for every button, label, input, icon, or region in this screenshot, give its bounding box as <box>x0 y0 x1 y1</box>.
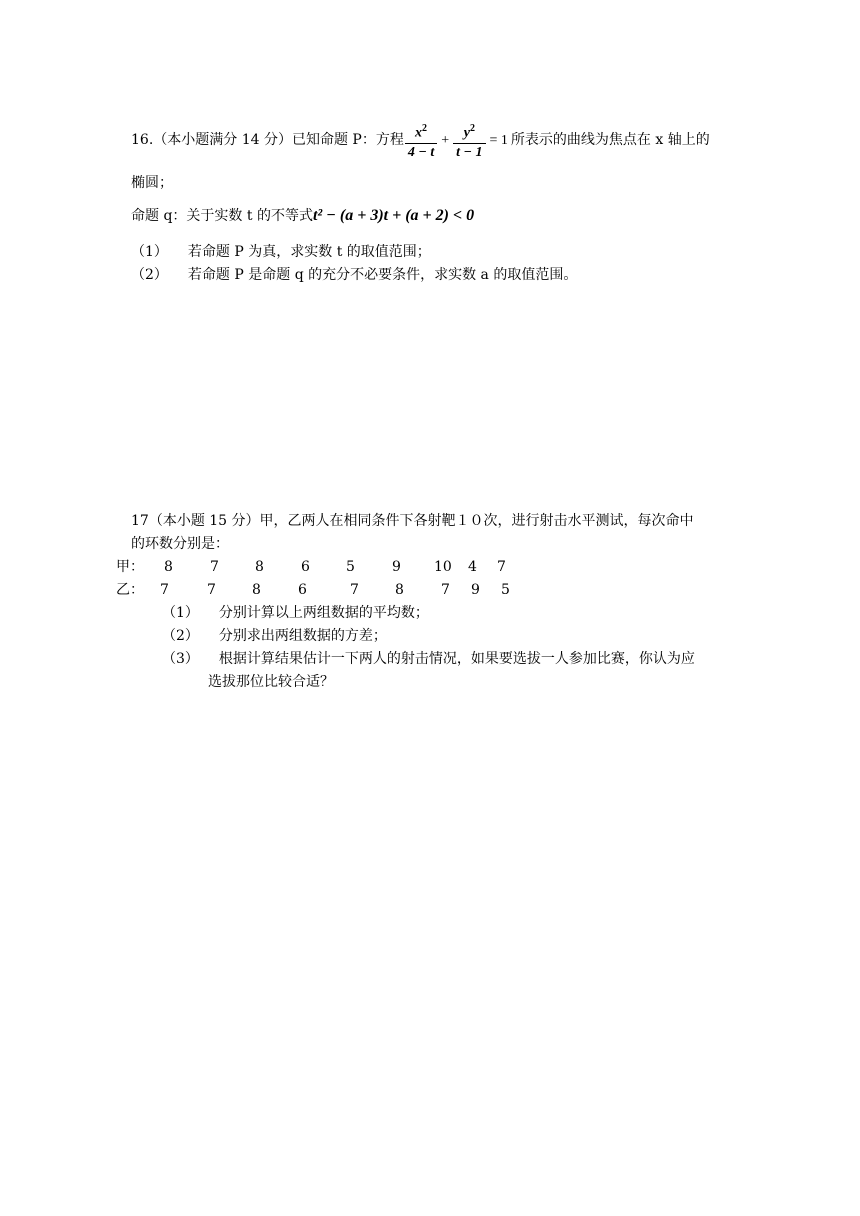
ellipse-equation: $\frac{x^2}{4 - t}$ + $\frac{y^2}{t - 1}$ = 1 <box>404 133 511 148</box>
jia-value: 10 <box>434 559 452 575</box>
yi-value: 8 <box>252 582 261 598</box>
yi-value: 7 <box>350 582 359 598</box>
q16-tail: 所表示的曲线为焦点在 x 轴上的 <box>510 132 710 149</box>
q16-line2: 椭圆； <box>131 175 173 191</box>
yi-label: 乙： <box>116 582 144 598</box>
q17-line1: 17（本小题 15 分）甲，乙两人在相同条件下各射靶１０次，进行射击水平测试，每次命中 <box>131 513 694 529</box>
q17-sub2: （2） 分别求出两组数据的方差； <box>162 628 387 644</box>
q16-sub1: （1） 若命题 P 为真，求实数 t 的取值范围； <box>131 244 431 260</box>
yi-value: 7 <box>207 582 216 598</box>
jia-value: 5 <box>346 559 355 575</box>
jia-value: 7 <box>497 559 506 575</box>
jia-value: 8 <box>164 559 173 575</box>
q17-line2: 的环数分别是： <box>131 536 229 552</box>
jia-value: 4 <box>468 559 477 575</box>
inequality: t² − (a + 3)t + (a + 2) < 0 <box>312 207 475 224</box>
q16-intro: 16.（本小题满分 14 分）已知命题 P：方程 <box>131 132 404 149</box>
q17-sub3-cont: 选拔那位比较合适？ <box>208 674 334 690</box>
yi-value: 9 <box>471 582 480 598</box>
yi-value: 6 <box>298 582 307 598</box>
yi-value: 8 <box>395 582 404 598</box>
jia-value: 7 <box>210 559 219 575</box>
yi-value: 7 <box>160 582 169 598</box>
jia-value: 6 <box>301 559 310 575</box>
yi-value: 5 <box>501 582 510 598</box>
yi-value: 7 <box>441 582 450 598</box>
q16-proposition-q: 命题 q：关于实数 t 的不等式t² − (a + 3)t + (a + 2) < 0 <box>131 207 475 224</box>
q17-sub1: （1） 分别计算以上两组数据的平均数； <box>162 605 429 621</box>
q17-sub3: （3） 根据计算结果估计一下两人的射击情况，如果要选拔一人参加比赛，你认为应 <box>162 651 695 667</box>
jia-row <box>116 557 576 577</box>
q16-sub2: （2） 若命题 P 是命题 q 的充分不必要条件，求实数 a 的取值范围。 <box>131 267 578 283</box>
jia-value: 9 <box>392 559 401 575</box>
jia-label: 甲： <box>116 559 144 575</box>
fraction-x: $\frac{x^2}{4 - t}$ <box>405 120 437 162</box>
yi-row <box>116 580 576 600</box>
jia-value: 8 <box>255 559 264 575</box>
q16-line1 <box>131 120 710 160</box>
fraction-y: $\frac{y^2}{t - 1}$ <box>453 120 485 162</box>
